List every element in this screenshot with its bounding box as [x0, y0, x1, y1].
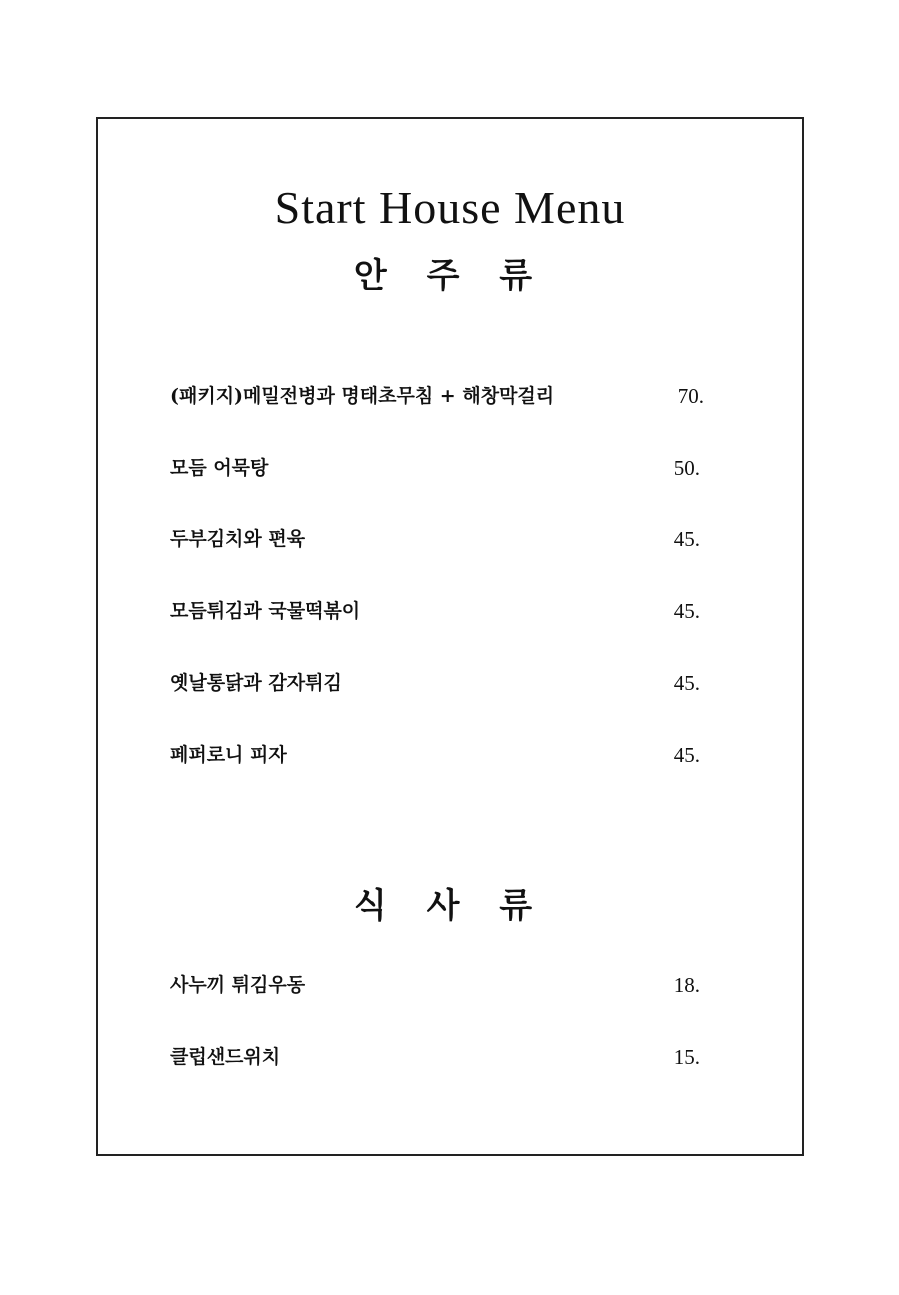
menu-item-name: (패키지)메밀전병과 명태초무침 + 해창막걸리 — [170, 385, 555, 407]
menu-frame — [96, 117, 804, 1156]
menu-item-name: 사누끼 튀김우동 — [170, 974, 306, 996]
menu-item-name: 모듬 어묵탕 — [170, 457, 269, 479]
menu-item-name: 모듬튀김과 국물떡볶이 — [170, 600, 361, 622]
menu-item-price: 50. — [673, 456, 700, 480]
menu-item-price: 45. — [673, 671, 700, 695]
section-heading-appetizers: 안 주 류 — [353, 256, 547, 296]
menu-item — [170, 740, 700, 770]
menu-item — [170, 970, 700, 1000]
menu-item — [170, 381, 704, 411]
menu-item-price: 45. — [673, 527, 700, 551]
menu-item-name: 클럽샌드위치 — [170, 1046, 281, 1068]
menu-item-price: 15. — [673, 1045, 700, 1069]
menu-item-name: 두부김치와 편육 — [170, 528, 306, 550]
menu-item-name: 옛날통닭과 감자튀김 — [170, 672, 342, 694]
menu-item-price: 45. — [673, 743, 700, 767]
menu-item — [170, 668, 700, 698]
menu-item — [170, 453, 700, 483]
section-heading-meals: 식 사 류 — [353, 886, 547, 926]
menu-item — [170, 1042, 700, 1072]
menu-title: Start House Menu — [274, 182, 626, 233]
menu-item-price: 45. — [673, 599, 700, 623]
menu-item-name: 페퍼로니 피자 — [170, 744, 287, 766]
menu-item-price: 18. — [673, 973, 700, 997]
menu-item-price: 70. — [677, 384, 704, 408]
menu-item — [170, 524, 700, 554]
menu-item — [170, 596, 700, 626]
